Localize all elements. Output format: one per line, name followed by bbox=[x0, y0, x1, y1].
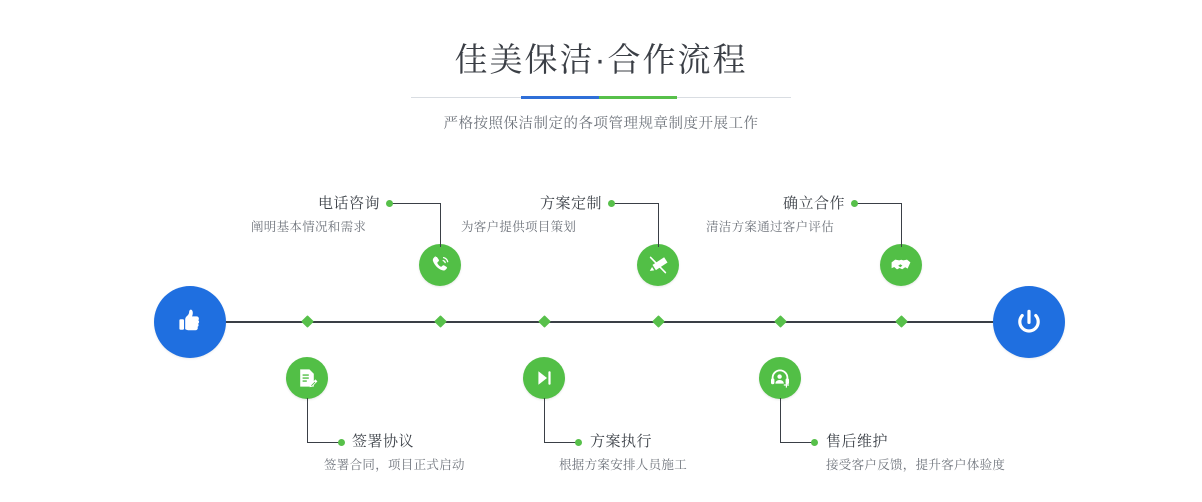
step-label-2: 签署协议 bbox=[352, 433, 415, 450]
step-icon-2[interactable] bbox=[286, 357, 328, 399]
divider-accent-green bbox=[599, 96, 677, 99]
axis-node-5 bbox=[895, 315, 908, 328]
step-desc-6: 接受客户反馈，提升客户体验度 bbox=[826, 458, 1006, 472]
step-icon-5[interactable] bbox=[880, 244, 922, 286]
connector-1-vertical bbox=[440, 203, 441, 247]
connector-1-tip bbox=[386, 200, 393, 207]
step-icon-4[interactable] bbox=[523, 357, 565, 399]
step-label-6: 售后维护 bbox=[826, 433, 889, 450]
timeline-end-endpoint bbox=[993, 286, 1065, 358]
connector-2-horizontal bbox=[307, 442, 341, 443]
step-icon-3[interactable] bbox=[637, 244, 679, 286]
headset-support-icon bbox=[768, 366, 792, 390]
connector-6-horizontal bbox=[780, 442, 814, 443]
step-desc-1: 阐明基本情况和需求 bbox=[251, 220, 367, 234]
step-icon-6[interactable] bbox=[759, 357, 801, 399]
axis-node-6 bbox=[774, 315, 787, 328]
axis-node-2 bbox=[301, 315, 314, 328]
connector-5-vertical bbox=[901, 203, 902, 247]
divider-accent-blue bbox=[521, 96, 599, 99]
step-desc-4: 根据方案安排人员施工 bbox=[559, 458, 688, 472]
connector-5-horizontal bbox=[855, 203, 901, 204]
thumbs-up-icon bbox=[173, 305, 207, 339]
step-desc-2: 签署合同，项目正式启动 bbox=[324, 458, 465, 472]
title-divider bbox=[411, 96, 791, 99]
play-flag-icon bbox=[532, 366, 556, 390]
connector-3-vertical bbox=[658, 203, 659, 247]
handshake-icon bbox=[889, 253, 913, 277]
connector-5-tip bbox=[851, 200, 858, 207]
power-icon bbox=[1011, 304, 1047, 340]
connector-1-horizontal bbox=[390, 203, 440, 204]
connector-4-vertical bbox=[544, 398, 545, 442]
axis-node-3 bbox=[652, 315, 665, 328]
connector-4-tip bbox=[575, 439, 582, 446]
page-header bbox=[0, 0, 1202, 133]
step-label-3: 方案定制 bbox=[540, 195, 603, 212]
connector-3-horizontal bbox=[612, 203, 658, 204]
connector-2-vertical bbox=[307, 398, 308, 442]
timeline-start-endpoint bbox=[154, 286, 226, 358]
step-label-1: 电话咨询 bbox=[318, 195, 381, 212]
phone-ring-icon bbox=[428, 253, 452, 277]
contract-edit-icon bbox=[295, 366, 319, 390]
connector-3-tip bbox=[608, 200, 615, 207]
pen-ruler-icon bbox=[646, 253, 670, 277]
step-desc-5: 清洁方案通过客户评估 bbox=[706, 220, 835, 234]
step-label-4: 方案执行 bbox=[590, 433, 653, 450]
step-icon-1[interactable] bbox=[419, 244, 461, 286]
axis-node-1 bbox=[434, 315, 447, 328]
connector-2-tip bbox=[338, 439, 345, 446]
step-label-5: 确立合作 bbox=[783, 195, 846, 212]
connector-6-tip bbox=[811, 439, 818, 446]
step-desc-3: 为客户提供项目策划 bbox=[461, 220, 577, 234]
page-subtitle: 严格按照保洁制定的各项管理规章制度开展工作 bbox=[443, 116, 759, 132]
connector-6-vertical bbox=[780, 398, 781, 442]
page-title: 佳美保洁·合作流程 bbox=[454, 41, 748, 78]
connector-4-horizontal bbox=[544, 442, 578, 443]
axis-node-4 bbox=[538, 315, 551, 328]
